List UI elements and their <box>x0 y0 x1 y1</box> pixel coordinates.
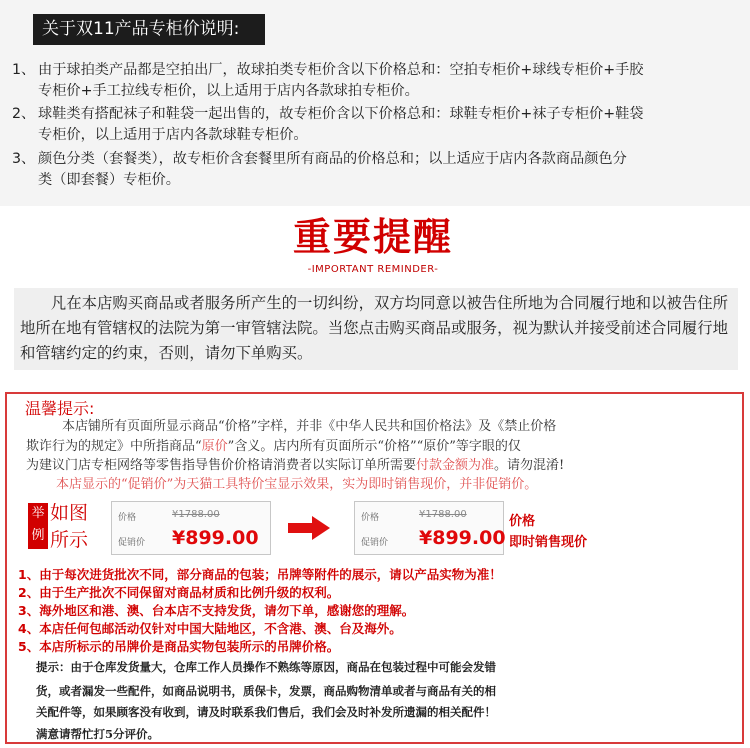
tip-text: 欺诈行为的规定》中所指商品“ <box>26 439 202 454</box>
shipping-tip-line: 货，或者漏发一些配件，如商品说明书，质保卡，发票，商品购物清单或者与商品有关的相 <box>36 684 496 698</box>
item-line: 由于球拍类产品都是空拍出厂，故球拍类专柜价含以下价格总和：空拍专柜价+球线专柜价+手胶 <box>38 62 644 78</box>
price-explanation-title: 关于双11产品专柜价说明: <box>33 14 265 45</box>
explanation-item-2 <box>12 104 742 146</box>
shipping-tip-line: 提示：由于仓库发货量大，仓库工作人员操作不熟练等原因，商品在包装过程中可能会发错 <box>36 660 496 674</box>
shipping-tip-line: 满意请帮忙打5分评价。 <box>36 727 160 741</box>
tip-paragraph-line <box>26 456 736 476</box>
reminder-text: 凡在本店购买商品或者服务所产生的一切纠纷，双方均同意以被告住所地为合同履行地和以被告住所地所在地有管辖权的法院为第一审管辖法院。当您点击购买商品或服务，视为默认并接受前述合同履行地和管辖约定的约束，否则，请勿下单购买。 <box>20 294 728 362</box>
price-label: 价格 <box>118 513 137 523</box>
item-line: 专柜价，以上适用于店内各款球鞋专柜价。 <box>38 127 308 143</box>
side-current-price-label: 即时销售现价 <box>509 535 588 550</box>
item-line: 类（即套餐）专柜价。 <box>38 172 180 188</box>
promo-price: ¥899.00 <box>172 527 259 549</box>
example-label-line: 如图 <box>50 502 89 524</box>
tip-paragraph-line: 本店铺所有页面所显示商品“价格”字样，并非《中华人民共和国价格法》及《禁止价格 <box>62 419 557 434</box>
price-box-before <box>111 501 271 555</box>
promo-price-label: 促销价 <box>361 538 389 548</box>
item-line: 专柜价+手工拉线专柜价，以上适用于店内各款球拍专柜价。 <box>38 83 419 99</box>
tip-paragraph-line <box>26 437 736 457</box>
promo-price-label: 促销价 <box>118 538 146 548</box>
price-box-after <box>354 501 504 555</box>
explanation-item-1 <box>12 60 742 102</box>
shipping-tip-line: 关配件等，如果顾客没有收到，请及时联系我们售后，我们会及时补发所遗漏的相关配件！ <box>36 705 496 719</box>
item-line: 颜色分类（套餐类），故专柜价含套餐里所有商品的价格总和；以上适应于店内各款商品颜色分 <box>38 151 627 167</box>
tip-highlight: 原价 <box>201 439 228 454</box>
example-label <box>50 500 88 554</box>
warm-tips-heading: 温馨提示: <box>25 399 95 418</box>
price-label: 价格 <box>361 513 380 523</box>
important-reminder-title: 重要提醒 <box>292 214 453 259</box>
rule-item-3: 3、海外地区和港、澳、台本店不支持发货，请勿下单，感谢您的理解。 <box>18 603 415 618</box>
tip-text: 。请勿混淆! <box>494 458 565 473</box>
explanation-item-3 <box>12 149 742 191</box>
example-tag: 举例 <box>28 503 48 549</box>
tip-text: 为建议门店专柜网络等零售指导售价价格请消费者以实际订单所需要 <box>26 458 417 473</box>
rule-item-2: 2、由于生产批次不同保留对商品材质和比例升级的权利。 <box>18 585 340 600</box>
arrow-right-icon <box>288 516 330 540</box>
tip-highlight: 付款金额为准 <box>416 458 495 473</box>
item-line: 球鞋类有搭配袜子和鞋袋一起出售的，故专柜价含以下价格总和：球鞋专柜价+袜子专柜价+鞋袋 <box>38 106 644 122</box>
example-label-line: 所示 <box>50 529 89 551</box>
important-reminder-subtitle: -IMPORTANT REMINDER- <box>307 264 439 275</box>
rule-item-5: 5、本店所标示的吊牌价是商品实物包装所示的吊牌价格。 <box>18 639 340 654</box>
tip-text: ”含义。店内所有页面所示“价格”“原价”等字眼的仅 <box>227 439 521 454</box>
item-number: 3、 <box>12 151 36 167</box>
side-price-label: 价格 <box>509 514 536 529</box>
item-number: 2、 <box>12 106 36 122</box>
old-price: ¥1788.00 <box>172 509 220 520</box>
promo-price: ¥899.00 <box>419 527 506 549</box>
old-price: ¥1788.00 <box>419 509 467 520</box>
rule-item-4: 4、本店任何包邮活动仅针对中国大陆地区，不含港、澳、台及海外。 <box>18 621 402 636</box>
rule-item-1: 1、由于每次进货批次不同，部分商品的包装；吊牌等附件的展示，请以产品实物为准！ <box>18 567 502 582</box>
item-number: 1、 <box>12 62 36 78</box>
promo-note: 本店显示的“促销价”为天猫工具特价宝显示效果，实为即时销售现价，并非促销价。 <box>56 477 538 492</box>
